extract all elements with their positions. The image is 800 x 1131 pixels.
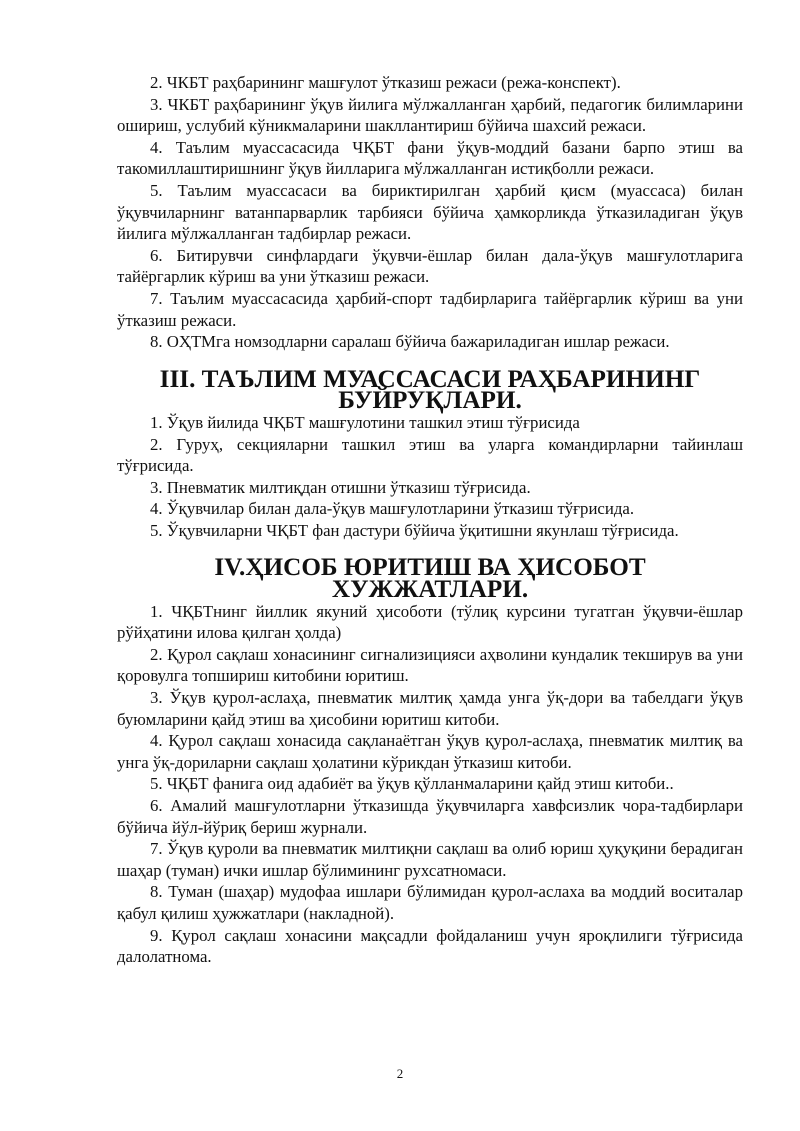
list-item: 4. Ўқувчилар билан дала-ўқув машғулотларини ўтказиш тўғрисида. [150,499,635,519]
list-item: 3. ЧКБТ раҳбарининг ўқув йилига мўлжалланган ҳарбий, педагогик билимларини ошириш, услубий кўникмаларини шакллантириш бўйича шахсий режаси. [117,94,743,136]
section3-title: III. ТАЪЛИМ МУАССАСАСИ РАҲБАРИНИНГ БУЙРУҚЛАРИ. [159,365,701,415]
list-item: 5. Ўқувчиларни ЧҚБТ фан дастури бўйича ўқитишни якунлаш тўғрисида. [150,520,679,540]
list-item: 6. Битирувчи синфлардаги ўқувчи-ёшлар билан дала-ўқув машғулотларига тайёргарлик кўриш ва уни ўтказиш режаси. [117,245,743,287]
section4-title: IV.ҲИСОБ ЮРИТИШ ВА ҲИСОБОТ ХУЖЖАТЛАРИ. [214,554,646,604]
list-item: 7. Ўқув қуроли ва пневматик милтиқни сақлаш ва олиб юриш ҳуқуқини берадиган шаҳар (туман) ички ишлар бўлимининг рухсатномаси. [117,839,743,880]
list-item: 9. Қурол сақлаш хонасини мақсадли фойдаланиш учун яроқлилиги тўғрисида далолатнома. [117,925,743,967]
list-item: 5. ЧҚБТ фанига оид адабиёт ва ўқув қўлланмаларини қайд этиш китоби.. [150,774,674,794]
list-item: 4. Қурол сақлаш хонасида сақланаётган ўқув қурол-аслаҳа, пневматик милтиқ ва унга ўқ-дориларни сақлаш ҳолатини кўрикдан ўтказиш китоби. [117,731,743,772]
page-number: 2 [396,1066,404,1081]
list-item: 1. ЧҚБТнинг йиллик якуний ҳисоботи (тўлиқ курсини тугатган ўқувчи-ёшлар рўйҳатини илова қилган ҳолда) [117,601,743,643]
document-page [117,72,743,968]
list-item: 7. Таълим муассасасида ҳарбий-спорт тадбирларига тайёргарлик кўриш ва уни ўтказиш режаси. [117,288,743,330]
list-item: 8. Туман (шаҳар) мудофаа ишлари бўлимидан қурол-аслаха ва моддий воситалар қабул қилиш ҳужжатлари (накладной). [117,882,743,923]
list-item: 4. Таълим муассасасида ЧҚБТ фани ўқув-моддий базани барпо этиш ва такомиллаштиришнинг ўқув йилларига мўлжалланган истиқболли режаси. [117,137,743,179]
list-item: 6. Амалий машғулотларни ўтказишда ўқувчиларга хавфсизлик чора-тадбирлари бўйича йўл-йўриқ бериш журнали. [117,796,743,837]
list-item: 5. Таълим муассасаси ва бириктирилган ҳарбий қисм (муассаса) билан ўқувчиларнинг ватанпарварлик тарбияси бўйича ҳамкорликда ўтказиладиган ўқув йилига мўлжалланган тадбирлар режаси. [117,180,743,244]
list-item: 2. Қурол сақлаш хонасининг сигнализицияси аҳволини кундалик текширув ва уни қоровулга топшириш китобини юритиш. [117,644,743,686]
section4-list [117,601,743,968]
list-item: 3. Пневматик милтиқдан отишни ўтказиш тўғрисида. [150,477,531,497]
section2-list [117,72,743,353]
list-item: 2. Гуруҳ, секцияларни ташкил этиш ва уларга командирларни тайинлаш тўғрисида. [117,434,743,476]
list-item: 1. Ўқув йилида ЧҚБТ машғулотини ташкил этиш тўғрисида [150,412,580,432]
list-item: 3. Ўқув қурол-аслаҳа, пневматик милтиқ ҳамда унга ўқ-дори ва табелдаги ўқув буюмларини қайд этиш ва ҳисобини юритиш китоби. [117,688,743,729]
list-item: 2. ЧКБТ раҳбарининг машғулот ўтказиш режаси (режа-конспект). [150,73,621,92]
section3-list [117,412,743,542]
list-item: 8. ОҲТМга номзодларни саралаш бўйича бажариладиган ишлар режаси. [150,332,670,352]
